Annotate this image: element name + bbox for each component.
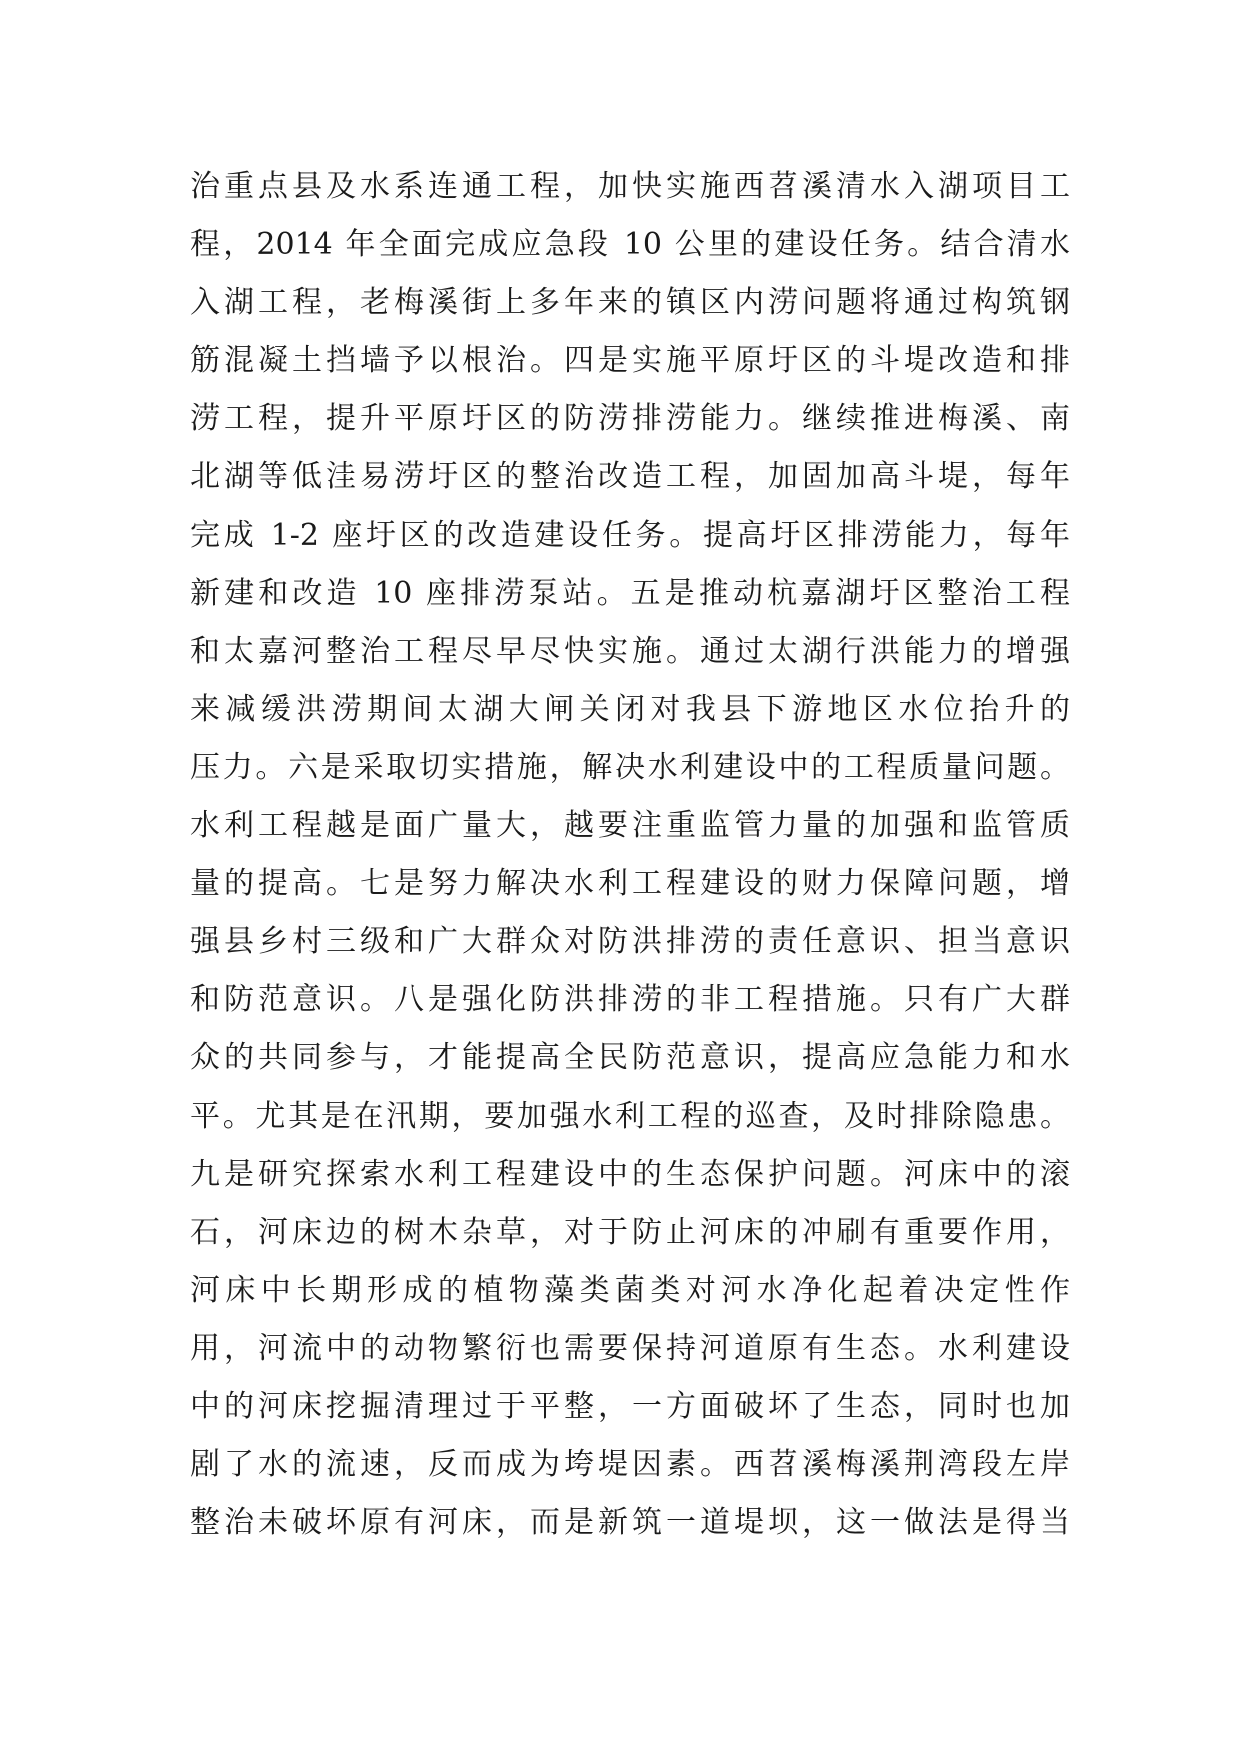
text-line-7: 完成 1-2 座圩区的改造建设任务。提高圩区排涝能力，每年 xyxy=(190,517,1070,553)
text-line-14: 强县乡村三级和广大群众对防洪排涝的责任意识、担当意识 xyxy=(190,924,1070,960)
text-line-19: 石，河床边的树木杂草，对于防止河床的冲刷有重要作用， xyxy=(190,1214,1070,1250)
text-line-9: 和太嘉河整治工程尽早尽快实施。通过太湖行洪能力的增强 xyxy=(190,633,1070,669)
text-line-21: 用，河流中的动物繁衍也需要保持河道原有生态。水利建设 xyxy=(190,1330,1070,1366)
text-line-16: 众的共同参与，才能提高全民防范意识，提高应急能力和水 xyxy=(190,1040,1070,1076)
text-line-1: 治重点县及水系连通工程，加快实施西苕溪清水入湖项目工 xyxy=(190,169,1070,204)
text-line-12: 水利工程越是面广量大，越要注重监管力量的加强和监管质 xyxy=(190,808,1070,844)
text-line-24: 整治未破坏原有河床，而是新筑一道堤坝，这一做法是得当 xyxy=(190,1505,1070,1541)
text-line-3: 入湖工程，老梅溪街上多年来的镇区内涝问题将通过构筑钢 xyxy=(190,285,1070,321)
text-line-23: 剧了水的流速，反而成为垮堤因素。西苕溪梅溪荆湾段左岸 xyxy=(190,1447,1070,1483)
text-line-10: 来减缓洪涝期间太湖大闸关闭对我县下游地区水位抬升的 xyxy=(190,691,1070,727)
text-line-11: 压力。六是采取切实措施，解决水利建设中的工程质量问题。 xyxy=(190,749,1070,785)
text-line-15: 和防范意识。八是强化防洪排涝的非工程措施。只有广大群 xyxy=(190,982,1070,1018)
text-line-6: 北湖等低洼易涝圩区的整治改造工程，加固加高斗堤，每年 xyxy=(190,459,1070,495)
text-line-4: 筋混凝土挡墙予以根治。四是实施平原圩区的斗堤改造和排 xyxy=(190,343,1070,379)
body-text xyxy=(190,158,1070,1552)
text-line-5: 涝工程，提升平原圩区的防涝排涝能力。继续推进梅溪、南 xyxy=(190,401,1070,437)
text-line-13: 量的提高。七是努力解决水利工程建设的财力保障问题，增 xyxy=(190,866,1070,902)
text-line-8: 新建和改造 10 座排涝泵站。五是推动杭嘉湖圩区整治工程 xyxy=(190,575,1070,611)
text-line-18: 九是研究探索水利工程建设中的生态保护问题。河床中的滚 xyxy=(190,1156,1070,1192)
text-line-20: 河床中长期形成的植物藻类菌类对河水净化起着决定性作 xyxy=(190,1272,1070,1308)
text-line-2: 程，2014 年全面完成应急段 10 公里的建设任务。结合清水 xyxy=(190,227,1070,263)
text-line-22: 中的河床挖掘清理过于平整，一方面破坏了生态，同时也加 xyxy=(190,1388,1070,1424)
text-line-17: 平。尤其是在汛期，要加强水利工程的巡查，及时排除隐患。 xyxy=(190,1098,1070,1134)
